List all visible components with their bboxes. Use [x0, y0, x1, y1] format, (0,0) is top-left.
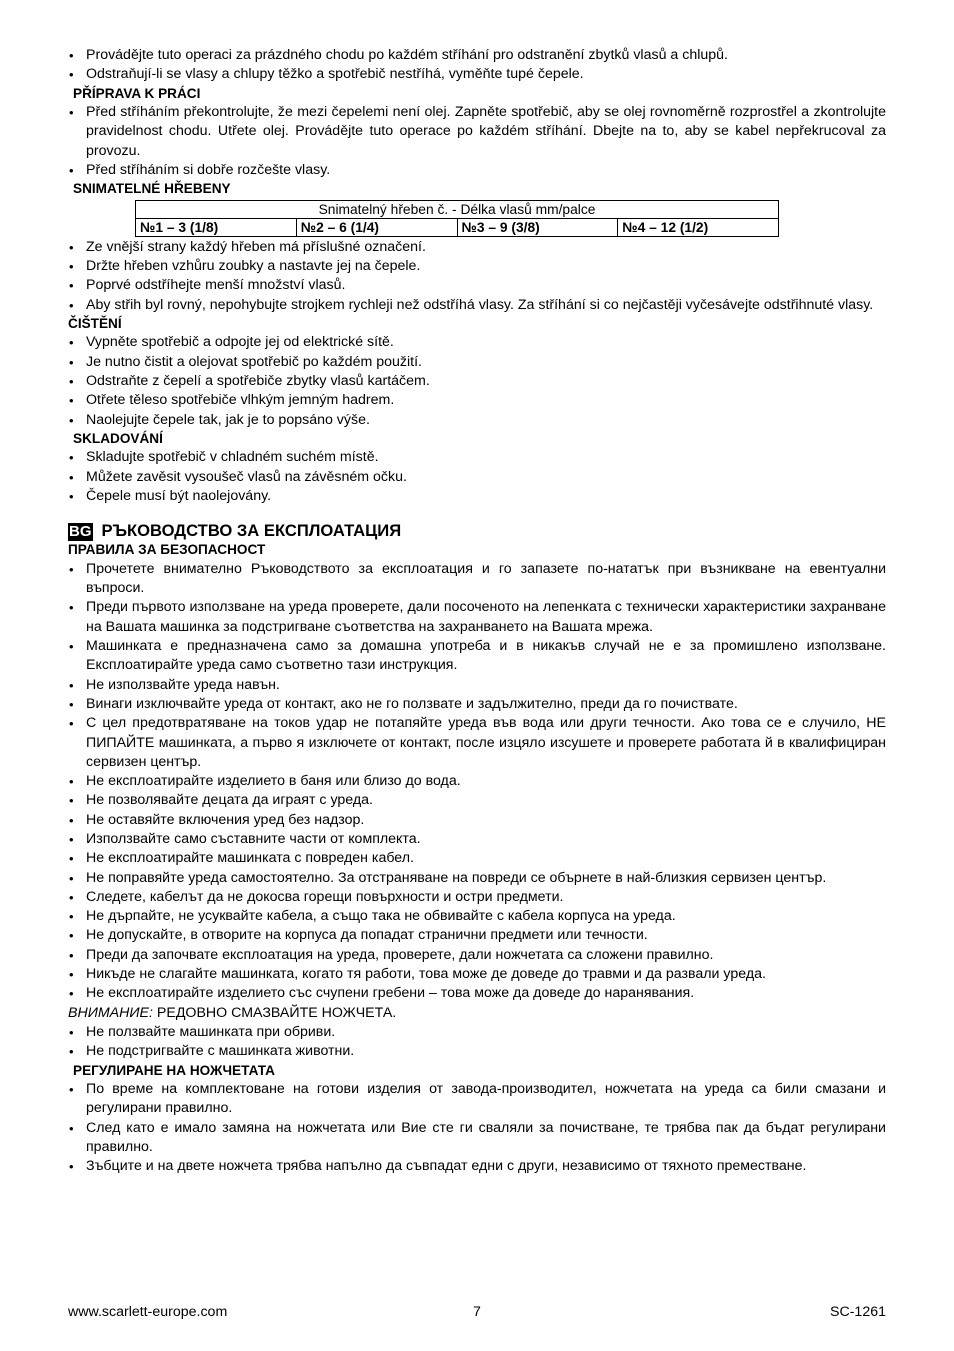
list-item: • С цел предотвратяване на токов удар не потапяйте уреда във вода или други течности. Ако това се е случило, НЕ ПИПАЙТЕ машинката, а първо я изключете от контакт, после изцяло изсушете и проверете работата й в квалифициран сервизен център.: [68, 714, 886, 772]
bg-warning-note: [68, 1004, 886, 1023]
cz-storage-list: [68, 448, 886, 506]
cz-clean-heading: ČIŠTĚNÍ: [68, 315, 122, 331]
list-item: • Не позволявайте децата да играят с уреда.: [68, 791, 886, 810]
list-item: • Не поправяйте уреда самостоятелно. За отстраняване на повреди се обърнете в най-близкия сервизен център.: [68, 869, 886, 888]
list-item: • След като е имало замяна на ножчетата или Вие сте ги сваляли за почистване, те трябва пак да бъдат регулирани правилно.: [68, 1119, 886, 1158]
list-item: • Преди да започвате експлоатация на уреда, проверете, дали ножчетата са сложени правилно.: [68, 946, 886, 965]
list-item: • Držte hřeben vzhůru zoubky a nastavte jej na čepele.: [68, 257, 886, 276]
list-item: • Skladujte spotřebič v chladném suchém místě.: [68, 448, 886, 467]
list-item: • Odstraňují-li se vlasy a chlupy těžko a spotřebič nestříhá, vyměňte tupé čepele.: [68, 65, 886, 84]
list-item: • Před stříháním si dobře rozčešte vlasy.: [68, 161, 886, 180]
cz-combs-list: [68, 238, 886, 315]
cz-prep-heading: PŘÍPRAVA K PRÁCI: [73, 85, 201, 101]
list-item: • Můžete zavěsit vysoušeč vlasů na závěsném očku.: [68, 468, 886, 487]
list-item: • Прочетете внимателно Ръководството за експлоатация и го запазете по-нататък при възникване на евентуални въпроси.: [68, 560, 886, 599]
list-item: • Не използвайте уреда навън.: [68, 676, 886, 695]
list-item: • Не експлоатирайте изделието в баня или близо до вода.: [68, 772, 886, 791]
list-item: • Poprvé odstříhejte menší množství vlasů.: [68, 276, 886, 295]
list-item: • Не оставяйте включения уред без надзор.: [68, 811, 886, 830]
comb-table-cell: №1 – 3 (1/8): [136, 218, 297, 236]
language-badge: BG: [69, 523, 92, 541]
list-item: • Не дърпайте, не усуквайте кабела, а също така не обвивайте с кабела корпуса на уреда.: [68, 907, 886, 926]
footer-website: www.scarlett-europe.com: [68, 1304, 228, 1320]
bg-adjust-heading: РЕГУЛИРАНЕ НА НОЖЧЕТАТА: [73, 1062, 275, 1078]
list-item: • Provádějte tuto operaci za prázdného chodu po každém stříhání pro odstranění zbytků vlasů a chlupů.: [68, 46, 886, 65]
list-item: • Odstraňte z čepelí a spotřebiče zbytky vlasů kartáčem.: [68, 372, 886, 391]
comb-length-table: [135, 200, 779, 237]
list-item: • Не допускайте, в отворите на корпуса да попадат странични предмети или течности.: [68, 926, 886, 945]
list-item: • Otřete těleso spotřebiče vlhkým jemným hadrem.: [68, 391, 886, 410]
bg-safety-heading: ПРАВИЛА ЗА БЕЗОПАСНОСТ: [68, 542, 266, 558]
comb-table-cell: №2 – 6 (1/4): [296, 218, 457, 236]
warning-text: РЕДОВНО СМАЗВАЙТЕ НОЖЧЕТА.: [152, 1004, 397, 1021]
comb-table-cell: №3 – 9 (3/8): [457, 218, 618, 236]
bg-title-text: РЪКОВОДСТВО ЗА ЕКСПЛОАТАЦИЯ: [101, 521, 402, 541]
list-item: • Не експлоатирайте машинката с повреден кабел.: [68, 849, 886, 868]
list-item: • Зъбците и на двете ножчета трябва напълно да съвпадат едни с други, независимо от тяхното преместване.: [68, 1157, 886, 1176]
comb-table-caption: Snimatelný hřeben č. - Délka vlasů mm/palce: [136, 200, 779, 218]
manual-page: [68, 46, 886, 1177]
list-item: • Не експлоатирайте изделието със счупени гребени – това може да доведе до наранявания.: [68, 984, 886, 1003]
list-item: • Никъде не слагайте машинката, когато тя работи, това може де доведе до травми и да развали уреда.: [68, 965, 886, 984]
list-item: • Před stříháním překontrolujte, že mezi čepelemi není olej. Zapněte spotřebič, aby se olej rovnoměrně rozprostřel a zkontrolujte pravidelnost chodu. Utřete olej. Provádějte tuto operace po každém stříhání. Dbejte na to, aby se kabel nepřekrucoval za provozu.: [68, 103, 886, 161]
bg-section-title: [68, 520, 886, 541]
list-item: • Ze vnější strany každý hřeben má příslušné označení.: [68, 238, 886, 257]
list-item: • Използвайте само съставните части от комплекта.: [68, 830, 886, 849]
bg-safety-list: [68, 560, 886, 1004]
cz-prep-list: [68, 103, 886, 180]
bg-adjust-list: [68, 1080, 886, 1176]
list-item: • Naolejujte čepele tak, jak je to popsáno výše.: [68, 411, 886, 430]
comb-table-cell: №4 – 12 (1/2): [618, 218, 779, 236]
cz-storage-heading: SKLADOVÁNÍ: [73, 430, 163, 446]
cz-combs-heading: SNIMATELNÉ HŘEBENY: [73, 181, 231, 197]
footer-page-number: 7: [473, 1304, 481, 1320]
list-item: • Aby střih byl rovný, nepohybujte strojkem rychleji než odstříhá vlasy. Za stříhání si co nejčastěji vyčesávejte odstřihnuté vlasy.: [68, 296, 886, 315]
list-item: • Преди първото използване на уреда проверете, дали посоченото на лепенката с технически характеристики захранване на Вашата машинка за подстригване съответства на захранването на Вашата мрежа.: [68, 598, 886, 637]
list-item: • По време на комплектоване на готови изделия от завода-производител, ножчетата на уреда са били смазани и регулирани правилно.: [68, 1080, 886, 1119]
list-item: • Машинката е предназначена само за домашна употреба и в никакъв случай не е за промишлено използване. Експлоатирайте уреда само съответно тази инструкция.: [68, 637, 886, 676]
list-item: • Je nutno čistit a olejovat spotřebič po každém použití.: [68, 353, 886, 372]
footer-model: SC-1261: [830, 1304, 886, 1320]
list-item: • Не ползвайте машинката при обриви.: [68, 1023, 886, 1042]
list-item: • Vypněte spotřebič a odpojte jej od elektrické sítě.: [68, 333, 886, 352]
list-item: • Не подстригвайте с машинката животни.: [68, 1042, 886, 1061]
warning-label: ВНИМАНИЕ:: [68, 1004, 153, 1021]
bg-note-list: [68, 1023, 886, 1062]
cz-intro-list: [68, 46, 886, 85]
cz-clean-list: [68, 333, 886, 429]
list-item: • Винаги изключвайте уреда от контакт, ако не го ползвате и задължително, преди да го почиствате.: [68, 695, 886, 714]
list-item: • Čepele musí být naolejovány.: [68, 487, 886, 506]
list-item: • Следете, кабелът да не докосва горещи повърхности и остри предмети.: [68, 888, 886, 907]
